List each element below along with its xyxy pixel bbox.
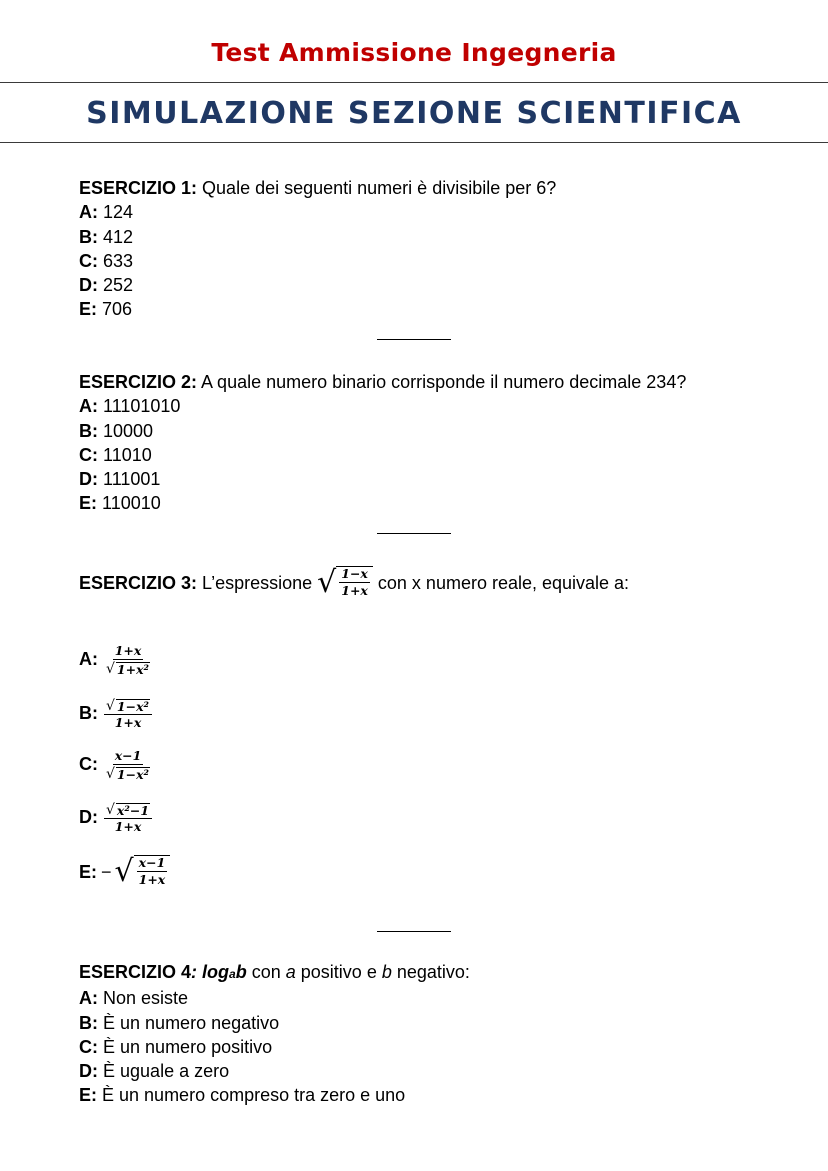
exercise-separator	[377, 339, 451, 340]
option-letter: E:	[79, 861, 97, 882]
variable-b: b	[381, 962, 392, 982]
fraction-numerator: 1+x	[114, 643, 142, 658]
option-letter: B:	[79, 420, 98, 441]
option-text: È un numero compreso tra zero e uno	[102, 1085, 406, 1106]
option-letter: C:	[79, 250, 98, 271]
exercise-separator	[377, 931, 451, 932]
option-c	[79, 1035, 470, 1059]
option-d	[79, 1059, 470, 1083]
option-a	[79, 200, 556, 224]
option-letter: E:	[79, 299, 97, 320]
option-letter: E:	[79, 493, 97, 514]
fraction-denominator: 1+x	[138, 872, 166, 887]
question-text: Quale dei seguenti numeri è divisibile per 6?	[202, 178, 557, 198]
question-text: A quale numero binario corrisponde il numero decimale 234?	[201, 372, 687, 392]
fraction-denominator: 1+x	[114, 714, 142, 730]
option-c	[79, 443, 686, 467]
option-letter: D:	[79, 807, 98, 828]
option-letter: B:	[79, 703, 98, 724]
fraction-numerator: 1−x²	[116, 698, 150, 714]
option-letter: A:	[79, 649, 98, 670]
sqrt-expression: √ $\frac{1-x}{1+x}$	[317, 566, 373, 600]
fraction-denominator: 1+x	[114, 818, 142, 834]
question-text: positivo e	[295, 962, 382, 982]
option-a	[79, 644, 154, 676]
option-text: 111001	[103, 469, 161, 490]
option-fraction: 1+x √ 1+x²	[106, 643, 150, 677]
option-b	[79, 419, 686, 443]
option-a	[79, 394, 686, 418]
fraction-denominator: 1+x	[341, 583, 368, 598]
log-base: a	[229, 967, 236, 981]
fraction-denominator: 1−x²	[116, 766, 150, 782]
option-sqrt: √ $\frac{x-1}{1+x}$	[115, 855, 171, 889]
option-fraction: √ x²−1 1+x	[104, 802, 152, 834]
option-letter: D:	[79, 1061, 98, 1082]
option-c	[79, 749, 154, 781]
header-title: Test Ammissione Ingegneria	[211, 38, 617, 67]
option-text: 11010	[103, 444, 152, 465]
fraction-numerator: 1−x	[341, 566, 368, 581]
option-e	[79, 297, 556, 321]
option-letter: B:	[79, 1012, 98, 1033]
question-text: con	[246, 962, 286, 982]
option-letter: D:	[79, 469, 98, 490]
exercise-2-question	[79, 370, 686, 394]
option-d	[79, 802, 154, 834]
exercise-label: ESERCIZIO 1:	[79, 178, 198, 198]
exercise-3-question	[79, 566, 629, 600]
section-divider	[0, 142, 828, 143]
option-b	[79, 1011, 470, 1035]
option-a	[79, 986, 470, 1010]
exercise-2	[79, 370, 686, 516]
option-c	[79, 249, 556, 273]
exercise-1	[79, 176, 556, 322]
option-letter: E:	[79, 1085, 97, 1106]
option-e	[79, 491, 686, 515]
fraction-numerator: x−1	[114, 748, 142, 763]
fraction-numerator: x−1	[138, 855, 166, 870]
option-text: 633	[103, 250, 134, 271]
section-title: SIMULAZIONE SEZIONE SCIENTIFICA	[86, 96, 742, 131]
exercise-separator	[377, 533, 451, 534]
option-e	[79, 1083, 470, 1107]
option-letter: C:	[79, 1036, 98, 1057]
option-text: È un numero positivo	[103, 1036, 273, 1057]
option-fraction: x−1 √ 1−x²	[106, 748, 150, 782]
fraction-denominator: 1+x²	[116, 661, 150, 677]
option-d	[79, 273, 556, 297]
variable-a: a	[285, 962, 296, 982]
question-text-end: con x numero reale, equivale a:	[377, 572, 630, 593]
option-letter: B:	[79, 226, 98, 247]
log-argument: b	[235, 962, 247, 982]
question-text: L’espressione	[202, 572, 313, 593]
log-text: log	[202, 962, 230, 982]
option-text: 11101010	[103, 396, 181, 417]
option-b	[79, 698, 154, 730]
option-letter: C:	[79, 754, 98, 775]
option-text: 252	[103, 275, 134, 296]
option-text: 706	[102, 299, 133, 320]
option-letter: C:	[79, 444, 98, 465]
label-colon: :	[191, 962, 198, 982]
option-text: È uguale a zero	[103, 1061, 230, 1082]
question-text: negativo:	[391, 962, 470, 982]
option-letter: A:	[79, 988, 98, 1009]
option-text: È un numero negativo	[103, 1012, 280, 1033]
exercise-4-question	[79, 960, 470, 986]
option-letter: A:	[79, 396, 98, 417]
option-text: 110010	[102, 493, 161, 514]
exercise-label: ESERCIZIO 4	[79, 962, 192, 982]
header-divider	[0, 82, 828, 83]
option-text: Non esiste	[103, 988, 189, 1009]
exercise-4	[79, 960, 470, 1108]
option-b	[79, 225, 556, 249]
option-letter: A:	[79, 202, 98, 223]
exercise-label: ESERCIZIO 3:	[79, 572, 198, 593]
option-e	[79, 855, 170, 889]
exercise-1-question	[79, 176, 556, 200]
option-fraction: √ 1−x² 1+x	[104, 698, 152, 730]
option-letter: D:	[79, 275, 98, 296]
option-d	[79, 467, 686, 491]
option-text: 10000	[103, 420, 154, 441]
fraction-numerator: x²−1	[116, 802, 150, 818]
exercise-label: ESERCIZIO 2:	[79, 372, 198, 392]
option-text: 124	[103, 202, 134, 223]
option-text: 412	[103, 226, 134, 247]
minus-sign: −	[101, 861, 112, 882]
